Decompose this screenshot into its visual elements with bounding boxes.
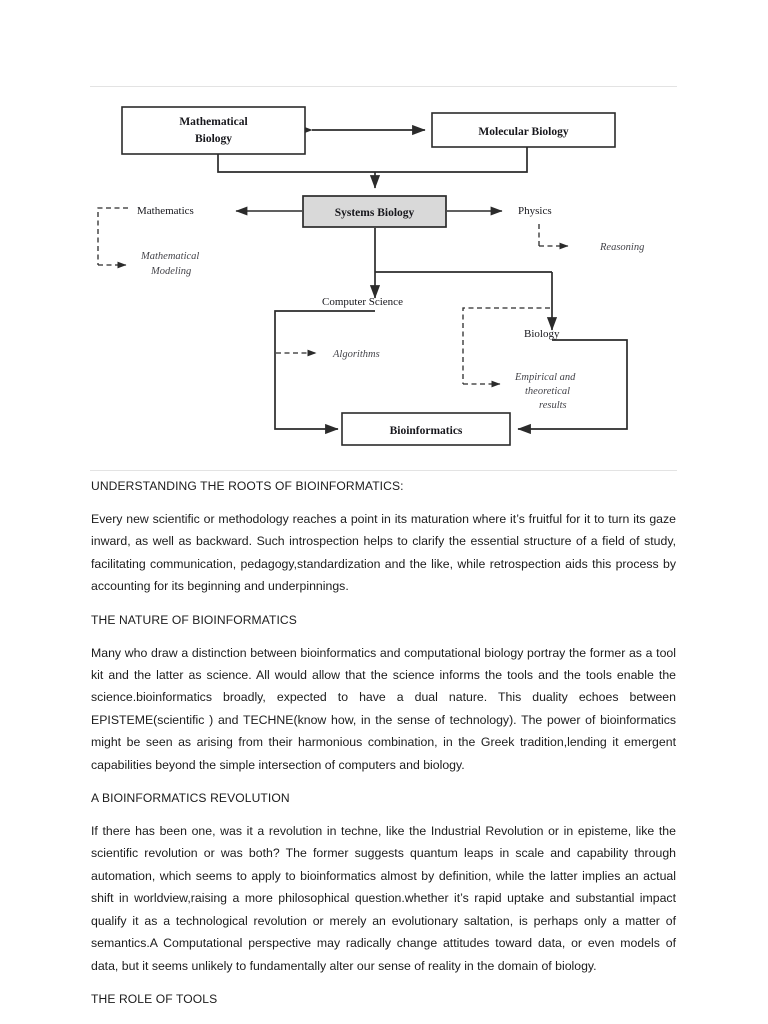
box-label-systems-biology: Systems Biology <box>334 207 415 219</box>
box-mathematical-biology <box>122 107 305 154</box>
connector-mathematics-dashed <box>98 208 128 265</box>
section-heading-the-nature-of-bioinformatics: THE NATURE OF BIOINFORMATICS <box>91 612 297 627</box>
box-label-mathematical-biology-line1: Mathematical <box>179 116 248 128</box>
box-label-mathematical-biology-line2: Biology <box>194 133 233 145</box>
section-heading-understanding-the-roots: UNDERSTANDING THE ROOTS OF BIOINFORMATICS: <box>91 479 404 493</box>
box-label-bioinformatics: Bioinformatics <box>389 425 463 437</box>
box-label-molecular-biology: Molecular Biology <box>478 126 569 138</box>
divider-top <box>90 86 677 87</box>
box-mathematical-biology-rect <box>122 107 305 154</box>
figure-label-mathematics: Mathematics <box>137 205 194 217</box>
section-paragraph-understanding-the-roots: Every new scientific or methodology reaches a point in its maturation where it’s fruitful for it to turn its gaze inward, as well as backward. Such introspection helps to clarify the essential structure of a field of study, facilitating communication, pedagogy,standardization and the like, while retrospection aids this process by accounting for its beginning and underpinnings. <box>91 512 676 594</box>
connector-molbio-to-systems <box>375 147 527 172</box>
box-molecular-biology <box>432 113 615 147</box>
figure-label-biology: Biology <box>524 328 560 340</box>
document-body <box>91 478 676 1021</box>
section-heading-a-bioinformatics-revolution: A BIOINFORMATICS REVOLUTION <box>91 791 290 806</box>
box-systems-biology <box>303 196 446 227</box>
divider-bottom <box>90 470 677 471</box>
connector-cs-to-bioinformatics <box>275 311 375 429</box>
section-paragraph-the-nature-of-bioinformatics: Many who draw a distinction between bioinformatics and computational biology portray the former as a tool kit and the latter as science. All would allow that the science informs the tools and the tools enable the science.bioinformatics broadly, expected to have a dual nature. This duality echoes between EPISTEME(scientific ) and TECHNE(know how, in the sense of technology). The power of bioinformatics might be seen as arising from their harmonious combination, in the Greek tradition,lending it emergent capabilities beyond the simple intersection of computers and biology. <box>91 645 676 772</box>
figure-label-physics: Physics <box>518 205 552 217</box>
connector-mathbio-to-systems <box>218 154 375 172</box>
figure-label-reasoning: Reasoning <box>600 242 645 253</box>
figure-label-empirical-theoretical-results <box>514 372 576 411</box>
mathematical-modeling-line1: Mathematical <box>141 251 200 262</box>
section-paragraph-a-bioinformatics-revolution: If there has been one, was it a revolution in techne, like the Industrial Revolution or in episteme, like the scientific revolution or was both? The former suggests quantum leaps in scale and capability through automation, which seems to apply to bioinformatics almost by definition, while the latter implies an actual shift in worldview,raising a more philosophical question.whether it’s rapid uptake and substantial impact qualify it as a technological revolution or merely an evolutionary saltation, is perhaps only a matter of semantics.A Computational perspective may radically change attitudes toward data, or even models of data, but it seems unlikely to fundamentally alter our sense of reality in the domain of biology. <box>91 824 676 973</box>
section-heading-the-role-of-tools: THE ROLE OF TOOLS <box>91 991 218 1006</box>
figure-label-algorithms: Algorithms <box>333 349 380 360</box>
empirical-results-line2: theoretical <box>525 386 571 397</box>
figure-label-mathematical-modeling <box>140 251 199 277</box>
connector-biology-to-bioinformatics <box>518 340 627 429</box>
empirical-results-line3: results <box>539 400 567 411</box>
mathematical-modeling-line2: Modeling <box>151 266 192 277</box>
bioinformatics-roots-diagram <box>90 92 680 464</box>
figure-label-computer-science: Computer Science <box>322 296 403 308</box>
empirical-results-line1: Empirical and <box>515 372 576 383</box>
box-bioinformatics <box>342 413 510 445</box>
